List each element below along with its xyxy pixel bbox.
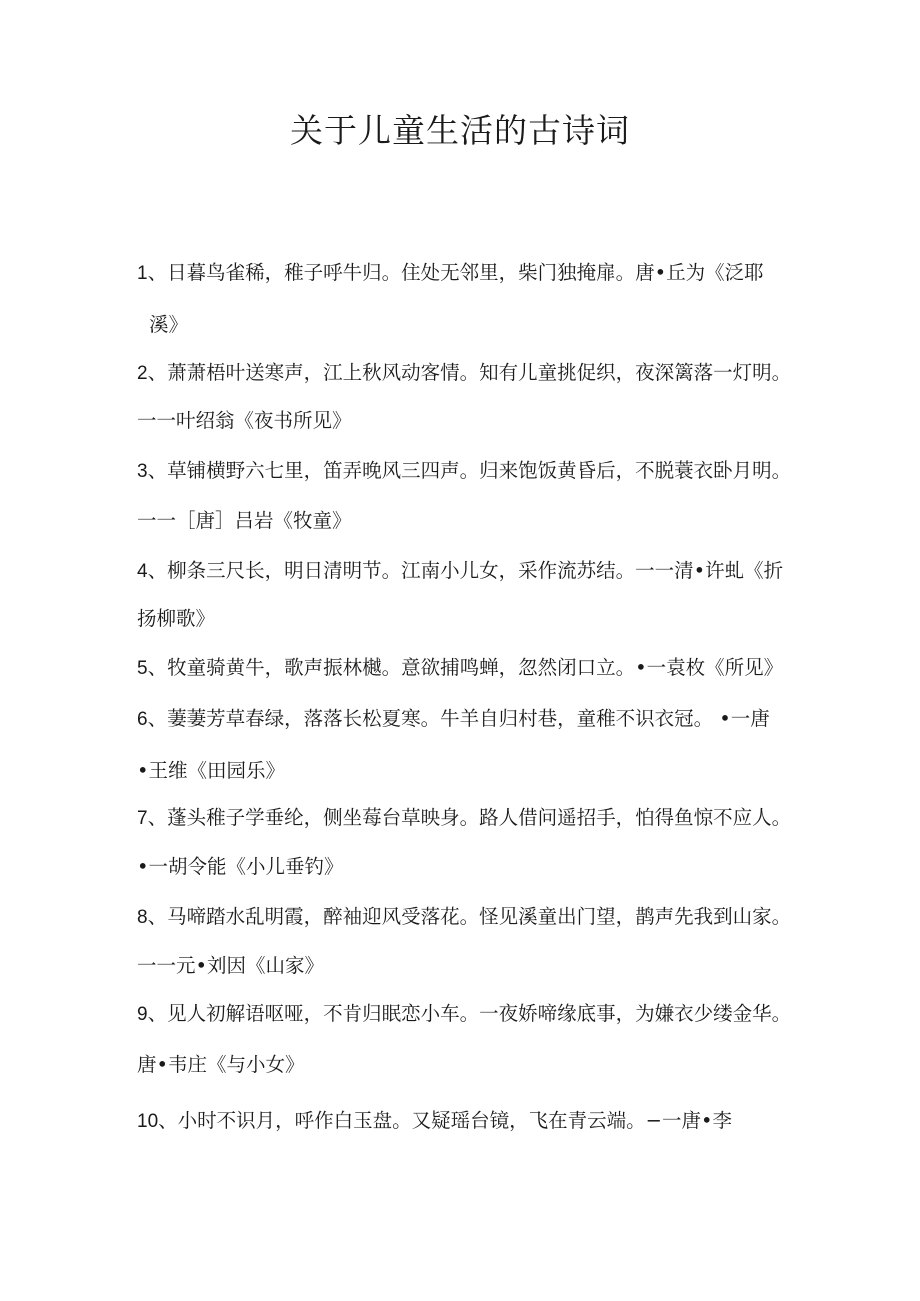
poem-line-1 (137, 258, 764, 288)
poem-line-3-cont (137, 506, 352, 536)
poem-text: 扬柳歌》 (137, 607, 216, 630)
poem-line-8 (137, 902, 791, 932)
poem-text: 、萋萋芳草春绿，落落长松夏寒。牛羊自归村巷，童稚不识衣冠。 •一唐 (147, 707, 770, 730)
poem-text: 、牧童骑黄牛，歌声振林樾。意欲捕鸣蝉，忽然闭口立。•一袁枚《所见》 (147, 656, 784, 679)
poem-line-4-cont (137, 604, 215, 634)
poem-line-1-cont (149, 310, 188, 340)
poem-line-4 (137, 556, 783, 586)
poem-line-7 (137, 803, 791, 833)
poem-text: •一胡令能《小儿垂钓》 (137, 855, 344, 878)
poem-line-2-cont (137, 406, 352, 436)
document-title: 关于儿童生活的古诗词 (290, 111, 630, 150)
poem-line-6-cont (137, 756, 285, 786)
poem-text: 一一元•刘因《山家》 (137, 954, 325, 977)
poem-number: 4 (137, 561, 148, 582)
poem-line-9-cont (137, 1050, 305, 1080)
poem-line-8-cont (137, 951, 324, 981)
poem-number: 3 (137, 461, 148, 482)
poem-line-10 (137, 1106, 732, 1136)
poem-text: 、草铺横野六七里，笛弄晚风三四声。归来饱饭黄昏后，不脱蓑衣卧月明。 (147, 459, 792, 482)
poem-text: 、马啼踏水乱明霞，醉袖迎风受落花。怪见溪童出门望，鹊声先我到山家。 (147, 905, 792, 928)
poem-number: 10 (137, 1111, 159, 1132)
poem-text: 溪》 (149, 313, 189, 336)
poem-text: 、小时不识月，呼作白玉盘。又疑瑶台镜，飞在青云端。−一唐•李 (158, 1109, 732, 1132)
poem-line-9 (137, 999, 791, 1029)
poem-number: 7 (137, 808, 148, 829)
poem-line-3 (137, 456, 791, 486)
poem-text: •王维《田园乐》 (137, 759, 286, 782)
poem-number: 2 (137, 363, 148, 384)
poem-text: 一一［唐］吕岩《牧童》 (137, 509, 352, 532)
poem-text: 、萧萧梧叶送寒声，江上秋风动客情。知有儿童挑促织，夜深篱落一灯明。 (147, 361, 792, 384)
poem-line-5 (137, 653, 783, 683)
poem-text: 唐•韦庄《与小女》 (137, 1053, 305, 1076)
poem-number: 5 (137, 658, 148, 679)
poem-number: 8 (137, 907, 148, 928)
poem-text: 、蓬头稚子学垂纶，侧坐莓台草映身。路人借问遥招手，怕得鱼惊不应人。 (147, 806, 792, 829)
poem-line-7-cont (137, 852, 344, 882)
poem-number: 1 (137, 263, 148, 284)
poem-text: 、见人初解语呕哑，不肯归眠恋小车。一夜娇啼缘底事，为嫌衣少缕金华。 (147, 1002, 792, 1025)
poem-text: 一一叶绍翁《夜书所见》 (137, 409, 352, 432)
poem-number: 9 (137, 1004, 148, 1025)
poem-text: 、柳条三尺长，明日清明节。江南小儿女，采作流苏结。一一清•许虬《折 (147, 559, 784, 582)
poem-number: 6 (137, 709, 148, 730)
poem-text: 、日暮鸟雀稀，稚子呼牛归。住处无邻里，柴门独掩扉。唐•丘为《泛耶 (147, 261, 764, 284)
poem-line-2 (137, 358, 791, 388)
poem-line-6 (137, 704, 770, 734)
